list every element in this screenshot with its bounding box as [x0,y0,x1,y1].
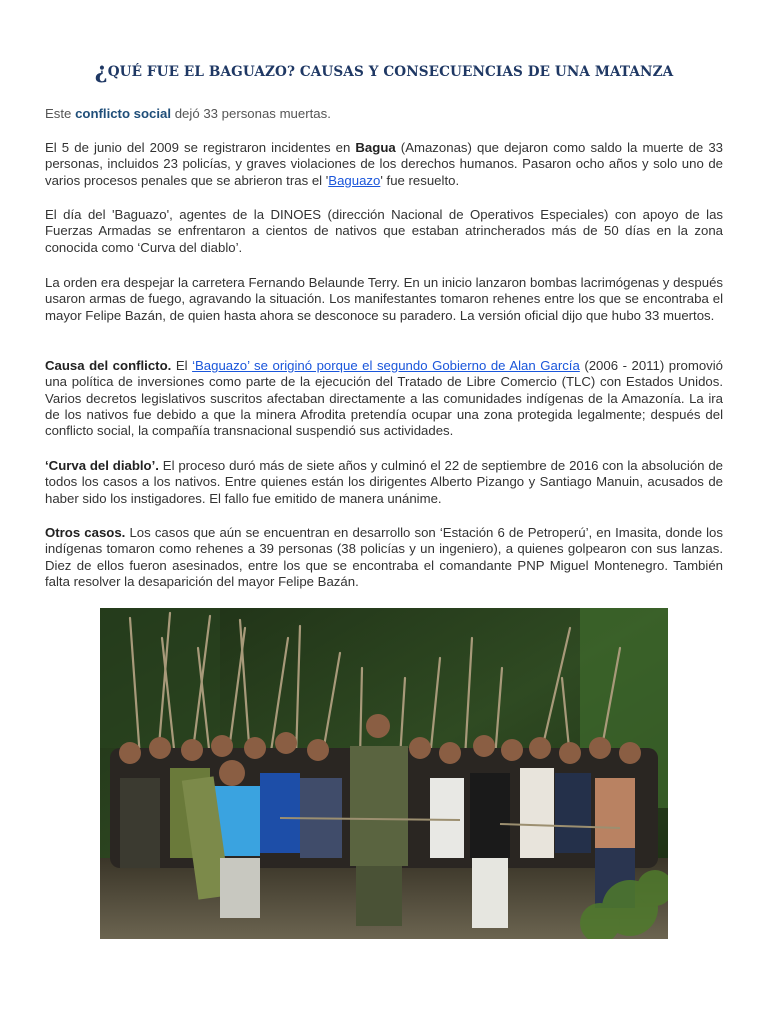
bagua-bold: Bagua [355,140,396,155]
paragraph-curva: ‘Curva del diablo’. El proceso duró más de siete años y culminó el 22 de septiembre de 2016 con la absolución de todos los casos a los nativos. Entre quienes están los dirigentes Alberto Pizango y Santiago Manuin, acusados de haber sido los instigadores. El fallo fue emitido de manera unánime. [45,458,723,506]
curva-heading: ‘Curva del diablo’. [45,458,159,473]
lead-bold-term: conflicto social [75,106,172,121]
article-photo [100,608,668,939]
paragraph-2: El día del 'Baguazo', agentes de la DINOES (dirección Nacional de Operativos Especiales) con apoyo de las Fuerzas Armadas se enfrentaron a cientos de nativos que estaban atrincherados más de 50 días en la zona conocida como ‘Curva del diablo’. [45,207,723,255]
gobierno-alan-garcia-link[interactable]: ‘Baguazo’ se originó porque el segundo Gobierno de Alan García [192,358,580,373]
title-text: QUÉ FUE EL BAGUAZO? CAUSAS Y CONSECUENCIAS DE UNA MATANZA [107,64,674,80]
baguazo-link[interactable]: Baguazo [328,172,381,188]
article-title [45,58,723,84]
paragraph-3: La orden era despejar la carretera Fernando Belaunde Terry. En un inicio lanzaron bombas lacrimógenas y después usaron armas de fuego, agravando la situación. Los manifestantes tomaron rehenes entre los que se encontraba el mayor Felipe Bazán, de quien hasta ahora se desconoce su paradero. La versión oficial dijo que hubo 33 muertos. [45,275,723,323]
otros-heading: Otros casos. [45,525,126,540]
paragraph-otros: Otros casos. Los casos que aún se encuentran en desarrollo son ‘Estación 6 de Petroperú’, en Imasita, donde los indígenas tomaron como rehenes a 39 personas (38 policías y un ingeniero), a quienes golpearon con sus lanzas. Diez de ellos fueron asesinados, entre los que se encontraba el comandante PNP Miguel Montenegro. También falta resolver la desaparición del mayor Felipe Bazán. [45,525,723,589]
paragraph-causa: Causa del conflicto. El ‘Baguazo’ se originó porque el segundo Gobierno de Alan García (2006 - 2011) promovió una política de inversiones como parte de la ejecución del Tratado de Libre Comercio (TLC) con Estados Unidos. Varios decretos legislativos suscritos afectaban directamente a las comunidades indígenas de la Amazonía. La ira de los nativos fue debido a que la minera Afrodita pretendía ocupar una zona protegida legalmente; después del conflicto social, la compañía transnacional suspendió sus actividades. [45,358,724,439]
lead-paragraph: Este conflicto social dejó 33 personas muertas. [45,106,331,121]
causa-heading: Causa del conflicto. [45,358,172,373]
paragraph-1: El 5 de junio del 2009 se registraron incidentes en Bagua (Amazonas) que dejaron como saldo la muerte de 33 personas, incluidos 23 policías, y graves violaciones de los derechos humanos. Pasaron ocho años y solo uno de varios procesos penales que se abrieron tras el 'Baguazo' fue resuelto. [45,140,723,188]
title-question-mark: ¿ [94,58,108,84]
